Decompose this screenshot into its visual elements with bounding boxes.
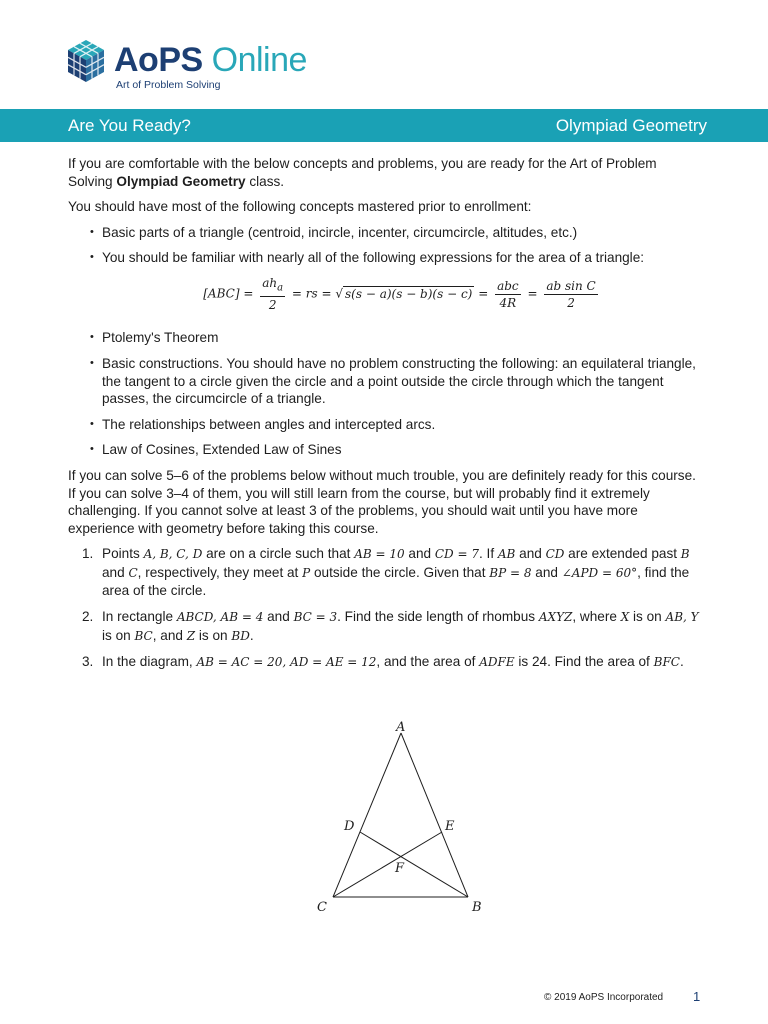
problem-math: A, B, C, D	[143, 547, 203, 562]
problem-item	[82, 653, 702, 672]
formula-fraction	[544, 278, 597, 311]
formula-f1-sub: a	[277, 282, 284, 294]
problem-math: BD	[231, 628, 250, 643]
problem-number: 2.	[82, 609, 94, 625]
problem-item	[82, 608, 702, 645]
problem-math: BC	[134, 628, 153, 643]
segment-ab	[401, 733, 468, 897]
banner-course-title: Olympiad Geometry	[555, 116, 707, 135]
problem-math: BC = 3	[293, 610, 338, 625]
formula-rs: = rs =	[291, 286, 332, 301]
problem-list	[68, 545, 702, 672]
problem-text: , where	[572, 609, 621, 625]
problem-number: 1.	[82, 546, 94, 562]
problem-text: and	[404, 546, 435, 562]
concept-item: • Basic parts of a triangle (centroid, incircle, incenter, circumcircle, altitudes, etc.)	[90, 224, 702, 242]
problem-item	[82, 545, 702, 600]
problem-math: ∠APD = 60°	[561, 565, 638, 580]
concept-item: • Law of Cosines, Extended Law of Sines	[90, 441, 702, 459]
problem-text: , and the area of	[376, 654, 480, 670]
problem-text: , and	[152, 627, 187, 643]
problem-math: AB	[497, 547, 516, 562]
segment-ac	[333, 733, 401, 897]
problem-text: is on	[195, 627, 232, 643]
formula-equals: =	[527, 286, 538, 301]
logo-wordmark	[114, 40, 307, 80]
problem-text: are on a circle such that	[202, 546, 355, 562]
label-d: D	[344, 819, 355, 834]
formula-fraction	[260, 275, 285, 313]
concept-item: • Basic constructions. You should have no problem constructing the following: an equilateral triangle, the tangent to a circle given the circle and a point outside the circle through which the tangent passes, the circumcircle of a triangle.	[90, 355, 702, 408]
footer-copyright: © 2019 AoPS Incorporated	[544, 992, 664, 1003]
problem-text: is on	[629, 609, 666, 625]
problem-text: . If	[478, 546, 498, 562]
document-body	[68, 155, 702, 680]
logo-product: Online	[211, 41, 307, 79]
intro-paragraph	[68, 155, 702, 190]
problem-text: are extended past	[564, 546, 681, 562]
problem-math: AB = 10	[354, 547, 405, 562]
label-a: A	[396, 720, 406, 735]
problem-text: , respectively, they meet at	[137, 564, 303, 580]
concept-item: • Ptolemy's Theorem	[90, 329, 702, 347]
problem-text: , find the area of the circle.	[102, 564, 690, 599]
concept-item-text: You should be familiar with nearly all of the following expressions for the area of a triangle:	[102, 250, 645, 266]
problem-text: and	[515, 546, 546, 562]
problem-text: In the diagram,	[102, 654, 197, 670]
problem-math: C	[128, 565, 138, 580]
concept-item	[90, 249, 702, 313]
intro-text-a: If you are comfortable with the below concepts and problems, you are ready for the Art of Problem Solving	[68, 156, 657, 189]
problem-number: 3.	[82, 654, 94, 670]
problem-math: ABCD, AB = 4	[176, 610, 264, 625]
formula-f2-den: 4R	[499, 295, 517, 310]
formula-f2-num: abc	[497, 278, 519, 293]
triangle-diagram	[300, 712, 500, 917]
concept-list	[68, 224, 702, 459]
problem-math: CD = 7	[434, 547, 479, 562]
label-f: F	[395, 861, 405, 876]
segment-ce	[333, 832, 442, 897]
intro-text-b: class.	[245, 173, 285, 189]
logo-subtitle: Art of Problem Solving	[116, 79, 221, 91]
problem-math: B	[680, 547, 690, 562]
formula-equals: =	[478, 286, 489, 301]
formula-f1-num: ah	[262, 275, 278, 290]
formula-lhs: [ABC] =	[203, 286, 254, 301]
problem-text: . Find the side length of rhombus	[337, 609, 539, 625]
logo-brand: AoPS	[114, 41, 203, 79]
problem-text: .	[679, 654, 684, 670]
aops-cube-icon	[66, 38, 106, 84]
problem-math: ADFE	[479, 655, 515, 670]
problem-text: outside the circle. Given that	[310, 564, 490, 580]
formula-f3-den: 2	[567, 295, 575, 310]
problem-math: Z	[186, 628, 196, 643]
problem-math: AB, Y	[665, 610, 699, 625]
problem-text: is 24. Find the area of	[514, 654, 654, 670]
problem-math: CD	[545, 547, 565, 562]
problem-math: AB = AC = 20, AD = AE = 12	[196, 655, 377, 670]
label-b: B	[472, 900, 482, 915]
problem-math: AXYZ	[538, 610, 573, 625]
label-e: E	[445, 819, 455, 834]
problem-text: is on	[102, 627, 135, 643]
formula-f3-num: ab sin C	[546, 278, 596, 293]
problem-math: P	[302, 565, 311, 580]
problem-text: In rectangle	[102, 609, 177, 625]
banner-left-title: Are You Ready?	[68, 116, 191, 135]
problem-text: Points	[102, 546, 144, 562]
formula-sqrt: √ s(s − a)(s − b)(s − c)	[335, 286, 473, 301]
triangle-area-formula	[102, 275, 702, 313]
title-banner	[0, 109, 768, 142]
formula-fraction	[495, 278, 521, 311]
concept-item: • The relationships between angles and intercepted arcs.	[90, 416, 702, 434]
label-c: C	[317, 900, 327, 915]
formula-f1-den: 2	[268, 298, 277, 313]
segment-bd	[360, 832, 468, 897]
formula-sqrt-body: s(s − a)(s − b)(s − c)	[345, 286, 473, 301]
readiness-paragraph: If you can solve 5–6 of the problems below without much trouble, you are definitely ready for this course. If you can solve 3–4 of them, you will still learn from the course, but will probably find it extremely challenging. If you cannot solve at least 3 of the problems, you should wait until you have more experience with geometry before taking this course.	[68, 467, 696, 536]
prereq-paragraph: You should have most of the following concepts mastered prior to enrollment:	[68, 199, 532, 215]
problem-math: X	[620, 610, 630, 625]
problem-text: and	[263, 609, 294, 625]
page-number: 1	[693, 989, 701, 1004]
problem-text: and	[102, 564, 129, 580]
problem-text: and	[531, 564, 562, 580]
intro-course-name: Olympiad Geometry	[116, 173, 246, 189]
problem-text: .	[249, 627, 254, 643]
problem-math: BFC	[653, 655, 680, 670]
problem-math: BP = 8	[489, 565, 532, 580]
